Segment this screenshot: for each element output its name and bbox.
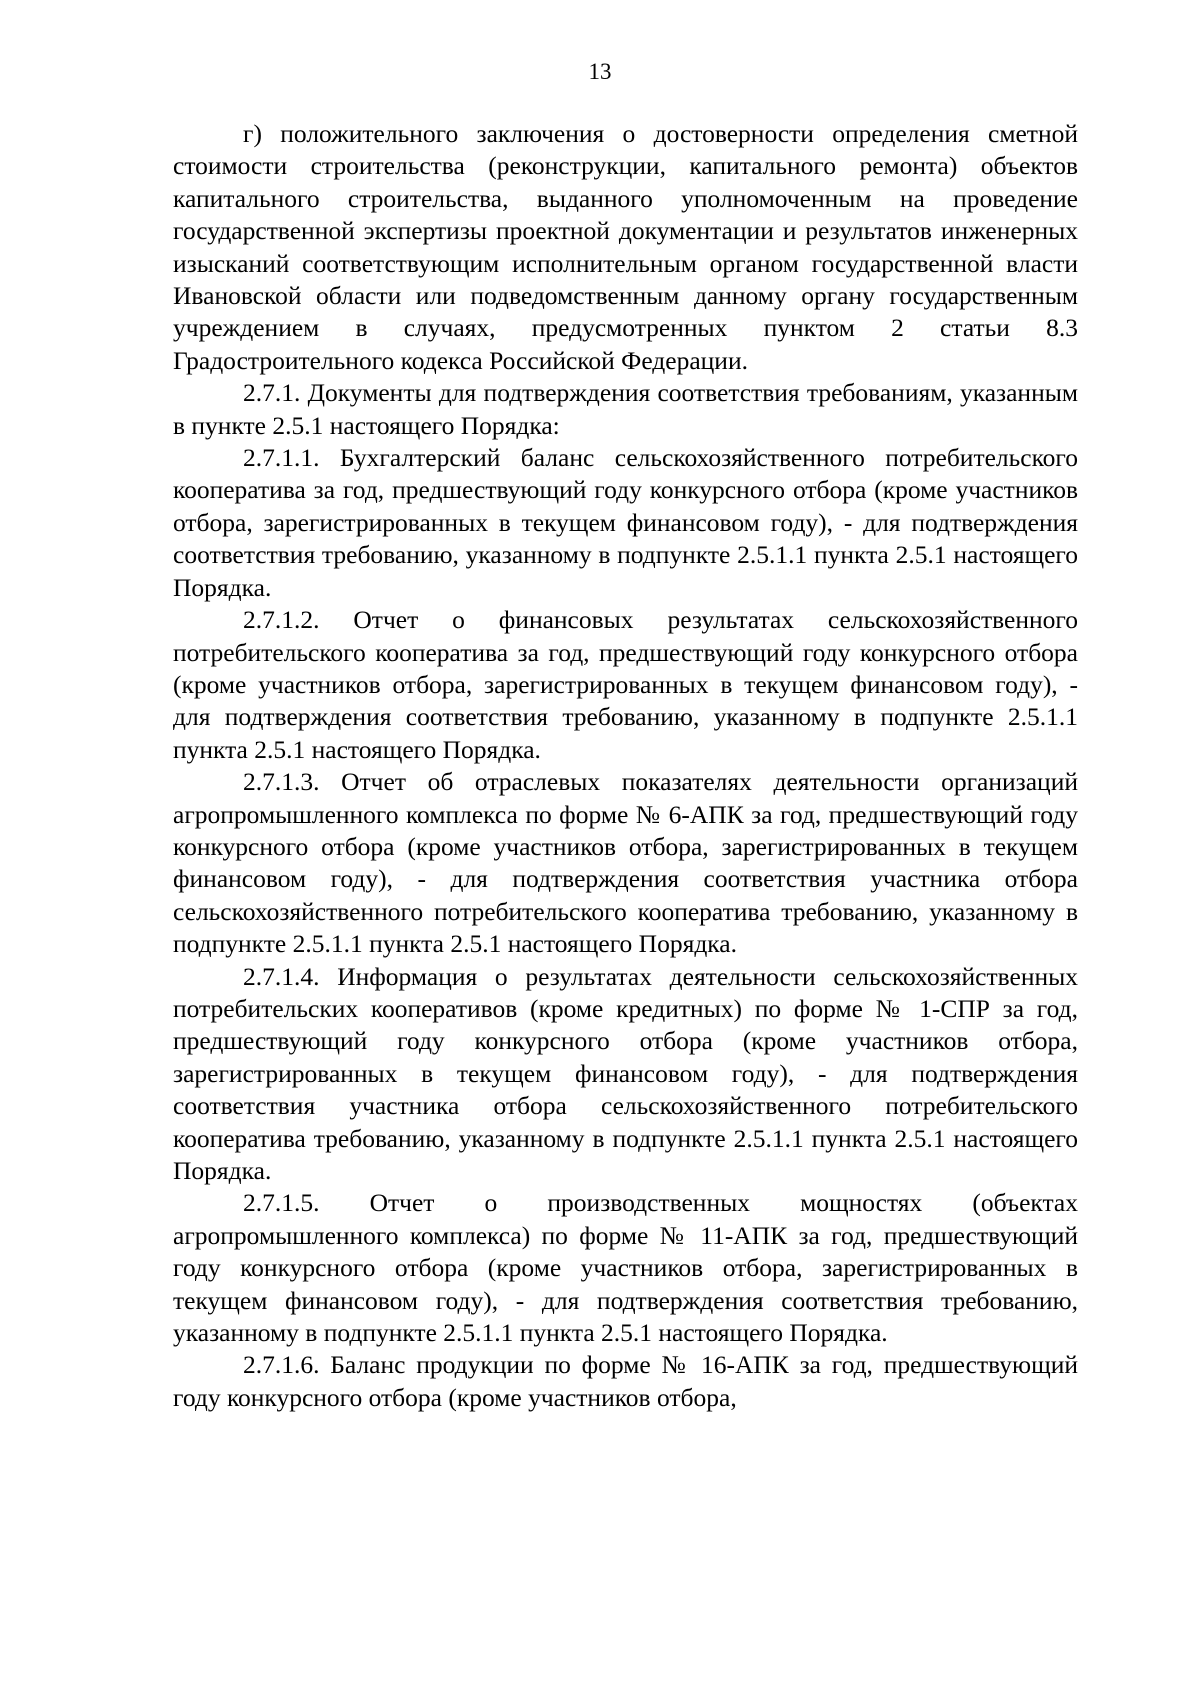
paragraph-2-7-1-2: 2.7.1.2. Отчет о финансовых результатах сельскохозяйственного потребительского кооператива за год, предшествующий году конкурсного отбора (кроме участников отбора, зарегистрированных в текущем финансовом году), - для подтверждения соответствия требованию, указанному в подпункте 2.5.1.1 пункта 2.5.1 настоящего Порядка. — [173, 605, 1078, 764]
paragraph-2-7-1-1: 2.7.1.1. Бухгалтерский баланс сельскохозяйственного потребительского кооператива за год, предшествующий году конкурсного отбора (кроме участников отбора, зарегистрированных в текущем финансовом году), - для подтверждения соответствия требованию, указанному в подпункте 2.5.1.1 пункта 2.5.1 настоящего Порядка. — [173, 443, 1078, 602]
document-body — [173, 118, 1078, 1414]
page-number: 13 — [588, 59, 612, 84]
paragraph-item-g: г) положительного заключения о достоверности определения сметной стоимости строительства (реконструкции, капитального ремонта) объектов капитального строительства, выданного уполномоченным на проведение государственной экспертизы проектной документации и результатов инженерных изысканий соответствующим исполнительным органом государственной власти Ивановской области или подведомственным данному органу государственным учреждением в случаях, предусмотренных пунктом 2 статьи 8.3 Градостроительного кодекса Российской Федерации. — [173, 119, 1078, 375]
paragraph-2-7-1-4: 2.7.1.4. Информация о результатах деятельности сельскохозяйственных потребительских кооперативов (кроме кредитных) по форме № 1-СПР за год, предшествующий году конкурсного отбора (кроме участников отбора, зарегистрированных в текущем финансовом году), - для подтверждения соответствия участника отбора сельскохозяйственного потребительского кооператива требованию, указанному в подпункте 2.5.1.1 пункта 2.5.1 настоящего Порядка. — [173, 961, 1078, 1185]
paragraph-2-7-1-5: 2.7.1.5. Отчет о производственных мощностях (объектах агропромышленного комплекса) по форме № 11-АПК за год, предшествующий году конкурсного отбора (кроме участников отбора, зарегистрированных в текущем финансовом году), - для подтверждения соответствия требованию, указанному в подпункте 2.5.1.1 пункта 2.5.1 настоящего Порядка. — [173, 1188, 1078, 1348]
paragraph-2-7-1-6: 2.7.1.6. Баланс продукции по форме № 16-АПК за год, предшествующий году конкурсного отбора (кроме участников отбора, — [173, 1350, 1078, 1412]
paragraph-2-7-1: 2.7.1. Документы для подтверждения соответствия требованиям, указанным в пункте 2.5.1 настоящего Порядка: — [173, 378, 1078, 440]
paragraph-2-7-1-3: 2.7.1.3. Отчет об отраслевых показателях деятельности организаций агропромышленного комплекса по форме № 6-АПК за год, предшествующий году конкурсного отбора (кроме участников отбора, зарегистрированных в текущем финансовом году), - для подтверждения соответствия участника отбора сельскохозяйственного потребительского кооператива требованию, указанному в подпункте 2.5.1.1 пункта 2.5.1 настоящего Порядка. — [173, 767, 1078, 959]
